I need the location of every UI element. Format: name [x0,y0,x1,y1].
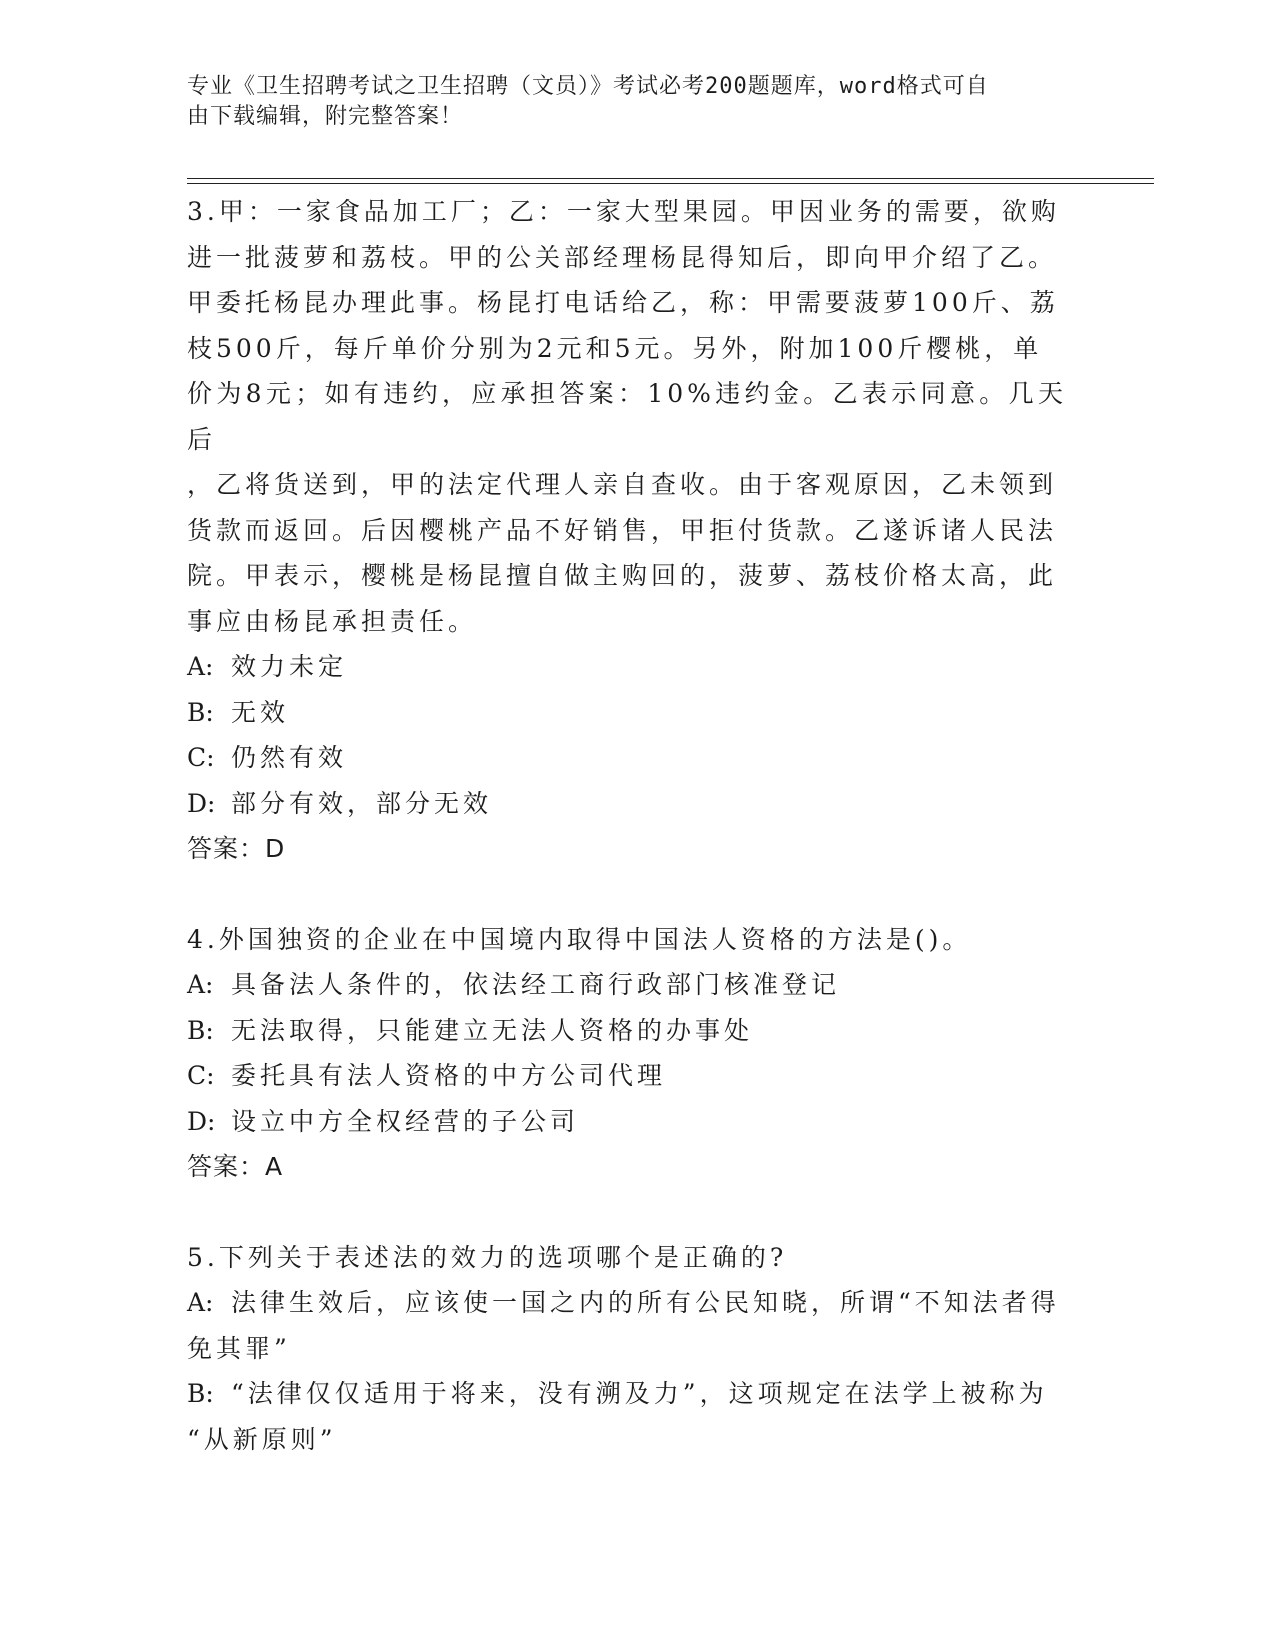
question-3-option-d [187,781,1067,827]
option-text: 无法取得，只能建立无法人资格的办事处 [231,1015,754,1045]
question-5-text [187,1235,1067,1281]
question-4-option-a [187,962,1067,1008]
question-3-line: 院。甲表示，樱桃是杨昆擅自做主购回的，菠萝、荔枝价格太高，此 [187,561,1058,590]
question-5-option-a [187,1280,1067,1371]
option-letter: A: [187,1288,214,1317]
question-3-option-a [187,644,1067,690]
option-text: 委托具有法人资格的中方公司代理 [231,1061,667,1090]
option-text: “法律仅仅适用于将来，没有溯及力”，这项规定在法学上被称为 [231,1379,1048,1408]
question-4-text [187,917,1067,963]
option-text: 无效 [231,697,290,727]
question-4-option-d [187,1099,1067,1145]
option-letter: A: [187,970,214,999]
question-5-option-b [187,1371,1067,1462]
question-3-line: 事应由杨昆承担责任。 [187,606,478,636]
question-3-text [187,189,1067,644]
question-4-option-b [187,1008,1067,1054]
option-text: 效力未定 [231,652,348,681]
question-3-line: 枝500斤，每斤单价分别为2元和5元。另外，附加100斤樱桃，单 [187,333,1043,363]
question-3-answer: 答案：D [187,834,286,863]
option-letter: B: [187,1015,214,1045]
option-letter: C: [187,1061,215,1090]
option-text: 设立中方全权经营的子公司 [231,1106,580,1136]
header-line-2: 由下载编辑，附完整答案！ [187,104,464,129]
question-5 [187,1235,1067,1463]
option-letter: A: [187,652,214,681]
question-3-line: ，乙将货送到，甲的法定代理人亲自查收。由于客观原因，乙未领到 [187,470,1058,499]
question-3-line: 货款而返回。后因樱桃产品不好销售，甲拒付货款。乙遂诉诸人民法 [187,515,1058,545]
question-5-line: 5.下列关于表述法的效力的选项哪个是正确的? [187,1242,788,1272]
option-letter: B: [187,1379,214,1408]
option-text: 具备法人条件的，依法经工商行政部门核准登记 [231,970,841,999]
option-letter: B: [187,697,214,727]
spacer [187,1190,1067,1235]
question-4-option-c [187,1053,1067,1099]
question-3-line: 甲委托杨昆办理此事。杨昆打电话给乙，称：甲需要菠萝100斤、荔 [187,288,1059,317]
option-text-continued: “从新原则” [187,1424,337,1454]
option-text: 法律生效后，应该使一国之内的所有公民知晓，所谓“不知法者得 [231,1288,1060,1317]
option-letter: C: [187,743,215,772]
question-3-option-b [187,690,1067,736]
option-text: 仍然有效 [231,743,348,772]
header-divider [187,178,1154,184]
question-3-line: 3.甲：一家食品加工厂；乙：一家大型果园。甲因业务的需要，欲购 [187,197,1060,226]
question-3-line: 价为8元；如有违约，应承担答案：10%违约金。乙表示同意。几天后 [187,379,1067,454]
question-4 [187,917,1067,1190]
document-header [187,72,1067,132]
question-4-line: 4.外国独资的企业在中国境内取得中国法人资格的方法是()。 [187,924,972,954]
question-4-answer: 答案：A [187,1152,284,1181]
question-3-option-c [187,735,1067,781]
question-3 [187,189,1067,872]
spacer [187,872,1067,917]
option-text: 部分有效，部分无效 [231,788,493,818]
header-line-1: 专业《卫生招聘考试之卫生招聘（文员）》考试必考200题题库，word格式可自 [187,74,989,99]
option-letter: D: [187,788,216,818]
question-list [187,189,1067,1462]
question-3-line: 进一批菠萝和荔枝。甲的公关部经理杨昆得知后，即向甲介绍了乙。 [187,242,1058,272]
option-text-continued: 免其罪” [187,1333,291,1363]
option-letter: D: [187,1106,216,1136]
